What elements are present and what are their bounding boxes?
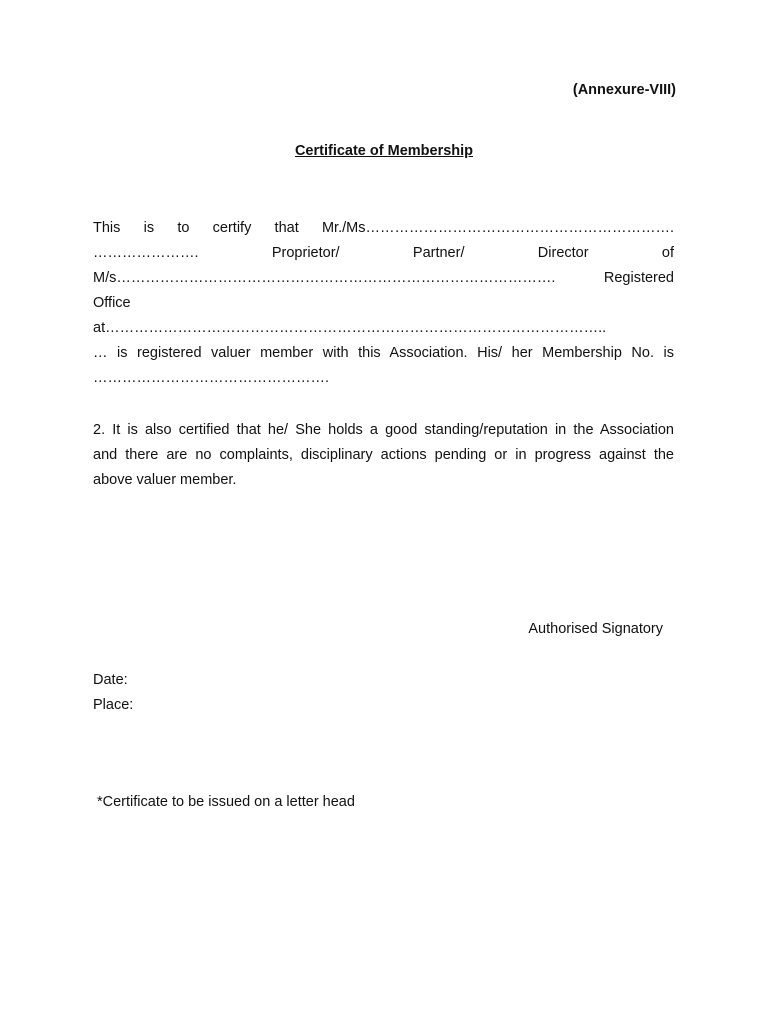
para1-line6: … is registered valuer member with this Association. His/ her Membership No. is	[93, 345, 674, 361]
para2-line2: and there are no complaints, disciplinary actions pending or in progress against the	[93, 447, 674, 463]
footnote: *Certificate to be issued on a letter head	[97, 794, 355, 810]
para1-line1: This is to certify that Mr./Ms……………………………………………………….	[93, 220, 674, 236]
authorised-signatory-label: Authorised Signatory	[528, 621, 663, 637]
para1-line2: …………………. Proprietor/ Partner/ Director of	[93, 245, 674, 261]
place-label: Place:	[93, 697, 134, 713]
para1-line7: ………………………………………….	[93, 370, 330, 386]
standing-paragraph	[93, 418, 674, 493]
certification-paragraph	[93, 216, 674, 391]
para1-line5: at…………………………………………………………………………………………..	[93, 320, 607, 336]
para2-line3: above valuer member.	[93, 472, 237, 488]
para2-line1: 2. It is also certified that he/ She holds a good standing/reputation in the Association	[93, 422, 674, 438]
document-title-text: Certificate of Membership	[294, 143, 474, 159]
para1-line3: M/s………………………………………………………………………………. Registered	[93, 270, 674, 286]
para1-line4: Office	[93, 295, 131, 311]
document-title	[0, 143, 768, 159]
annexure-label: (Annexure-VIII)	[572, 82, 676, 98]
date-label: Date:	[93, 672, 128, 688]
